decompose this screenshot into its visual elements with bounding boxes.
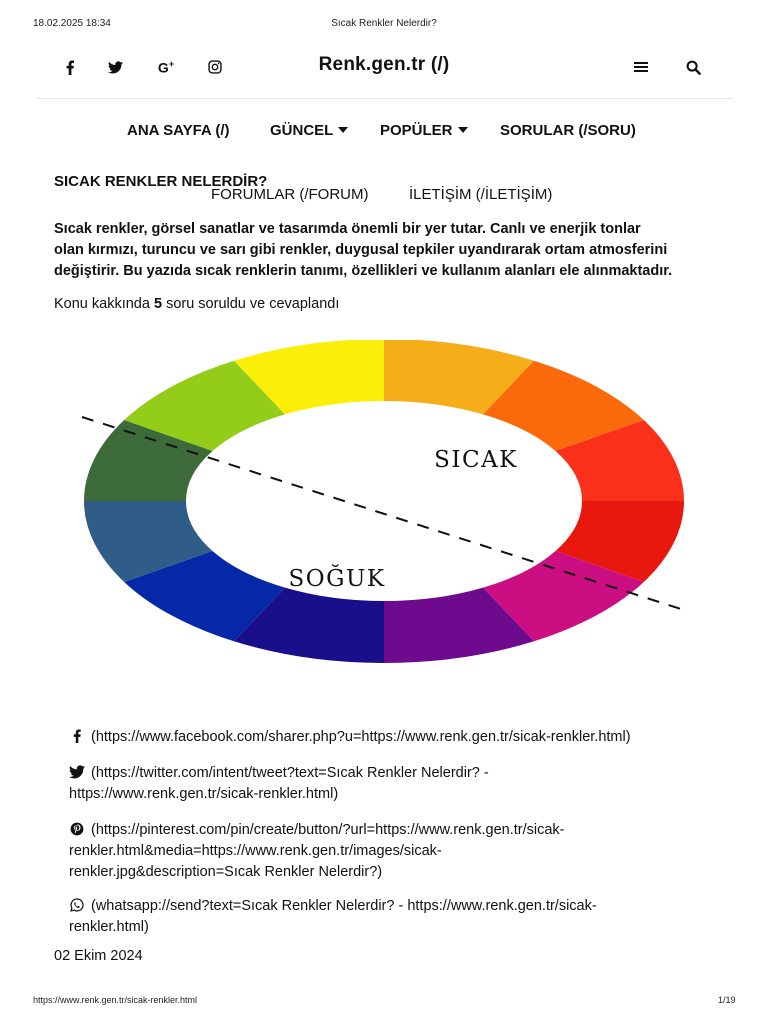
share-pinterest-text: (https://pinterest.com/pin/create/button/?url=https://www.renk.gen.tr/sicak-	[91, 822, 565, 838]
meta-prefix: Konu kakkında	[54, 296, 154, 312]
nav-item-label: POPÜLER	[380, 122, 453, 139]
question-count-text	[54, 296, 339, 312]
nav-item-iletisim[interactable]: İLETİŞİM (/İLETİŞİM)	[409, 186, 553, 203]
color-wheel-image	[78, 340, 690, 680]
share-pinterest-text-3: renkler.jpg&description=Sıcak Renkler Nelerdir?)	[69, 864, 383, 880]
meta-suffix: soru soruldu ve cevaplandı	[162, 296, 340, 312]
print-page-number: 1/19	[718, 995, 736, 1005]
print-datetime: 18.02.2025 18:34	[33, 18, 111, 29]
twitter-icon	[69, 765, 85, 779]
share-pinterest-link[interactable]	[69, 820, 709, 883]
nav-item-populer[interactable]	[380, 122, 468, 139]
article-title: SICAK RENKLER NELERDİR?	[54, 173, 268, 190]
nav-item-sorular[interactable]	[500, 122, 636, 139]
share-twitter-text: (https://twitter.com/intent/tweet?text=Sıcak Renkler Nelerdir? -	[91, 765, 489, 781]
article-date: 02 Ekim 2024	[54, 948, 143, 964]
intro-line: olan kırmızı, turuncu ve sarı gibi renkler, duygusal tepkiler uyandırarak ortam atmosferini	[54, 242, 668, 258]
google-plus-icon[interactable]: G+	[157, 58, 175, 76]
article-intro	[54, 219, 719, 282]
color-wheel-segments	[84, 340, 684, 663]
warm-label: SICAK	[434, 447, 518, 473]
site-brand[interactable]: Renk.gen.tr (/)	[318, 54, 450, 75]
whatsapp-icon	[69, 898, 85, 912]
cool-label: SOĞUK	[288, 566, 386, 592]
share-facebook-link[interactable]	[69, 727, 709, 748]
nav-item-label: ANA SAYFA (/)	[127, 122, 230, 139]
share-twitter-text-2: https://www.renk.gen.tr/sicak-renkler.html)	[69, 786, 339, 802]
intro-line: Sıcak renkler, görsel sanatlar ve tasarımda önemli bir yer tutar. Canlı ve enerjik tonlar	[54, 221, 641, 237]
intro-line: değiştirir. Bu yazıda sıcak renklerin tanımı, özellikleri ve kullanım alanları ele alınmaktadır.	[54, 263, 673, 279]
share-pinterest-text-2: renkler.html&media=https://www.renk.gen.tr/images/sicak-	[69, 843, 442, 859]
share-whatsapp-text-2: renkler.html)	[69, 919, 149, 935]
share-twitter-link[interactable]	[69, 763, 709, 805]
nav-item-forumlar[interactable]: FORUMLAR (/FORUM)	[211, 186, 369, 203]
nav-item-home[interactable]	[127, 122, 230, 139]
question-count: 5	[153, 296, 163, 312]
caret-down-icon	[458, 127, 468, 133]
nav-item-label: SORULAR (/SORU)	[500, 122, 636, 139]
facebook-icon	[69, 729, 85, 743]
nav-item-guncel[interactable]	[270, 122, 348, 139]
share-whatsapp-link[interactable]	[69, 896, 709, 938]
menu-icon[interactable]	[630, 56, 652, 78]
nav-item-label: GÜNCEL	[270, 122, 334, 139]
caret-down-icon	[338, 127, 348, 133]
pinterest-icon	[69, 822, 85, 836]
share-facebook-text: (https://www.facebook.com/sharer.php?u=https://www.renk.gen.tr/sicak-renkler.html)	[91, 729, 631, 745]
share-whatsapp-text: (whatsapp://send?text=Sıcak Renkler Nelerdir? - https://www.renk.gen.tr/sicak-	[91, 898, 597, 914]
header-divider	[36, 98, 733, 99]
print-footer-url: https://www.renk.gen.tr/sicak-renkler.html	[33, 995, 198, 1005]
search-icon[interactable]	[682, 56, 704, 78]
print-doc-title: Sıcak Renkler Nelerdir?	[331, 18, 437, 29]
